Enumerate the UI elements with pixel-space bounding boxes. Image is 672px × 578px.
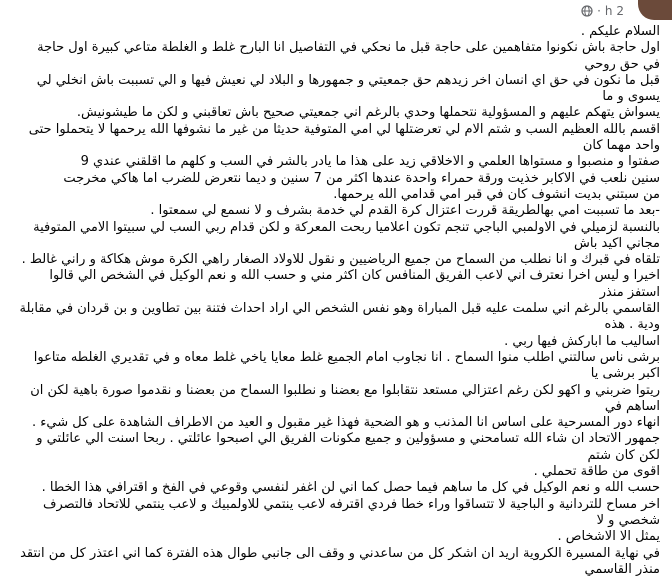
post-line: صفتوا و منصبوا و مستواها العلمي و الاخلاقي زيد على هذا ما يادر بالشر في السب و كلهم ما اقلقني عندي 9	[16, 154, 660, 170]
post-line: في نهاية المسيرة الكروية اريد ان اشكر كل من ساعدني و وقف الى جانبي طوال هذه الفترة كما اني اعتذر كل من انتقد منذر القاسمي	[16, 546, 660, 578]
post-line: اقسم بالله العظيم السب و شتم الام لي تعرضتلها لي امي المتوفية حديثا من غير ما نشوفها الله يرحمها لا يتحملوا حتى واحد مهما كان	[16, 122, 660, 155]
post-line: حسب الله و نعم الوكيل في كل ما ساهم فيما حصل كما اني لن اغفر لنفسي وقوعي في الفخ و اقترافي هذا الخطا .	[16, 480, 660, 496]
post-line: تلقاه في قبرك و انا نطلب من السماح من جميع الرياضيين و نقول للاولاد الصغار راهي الكرة موش هكاكة و راني غالط .	[16, 252, 660, 268]
post-line: بالنسبة لزميلي في الاولمبي الباجي تنجم تكون اعلاميا ربحت المعركة و لكن قدام ربي السب لي سبيتوا الامي المتوفية مجاني اكيد باش	[16, 220, 660, 253]
post-line: اخر مساح للتردانية و الباجية لا تتساقوا وراء خطا فردي اقترفه لاعب ينتمي للاولمبيك و لاعب ينتمي للاتحاد فالتصرف شخصي و لا	[16, 497, 660, 530]
post-body	[16, 24, 660, 578]
post-line: من سبتني بديت انشوف كان في قبر امي قدامي الله يرحمها.	[16, 187, 660, 203]
post-line: السلام عليكم .	[16, 24, 660, 40]
post-meta	[581, 3, 624, 19]
post-line: اقوى من طاقة تحملي .	[16, 464, 660, 480]
post-line: برشى ناس سالتني اطلب منوا السماح . انا نجاوب امام الجميع غلط معايا ياخي غلط معاه و في تقديري الغلطه متاعوا اكبر برشى يا	[16, 350, 660, 383]
post-line: يمثل الا الاشخاص .	[16, 529, 660, 545]
post-line: اخيرا و ليس اخرا نعترف اني لاعب الفريق المنافس كان اكثر مني و حسب الله و نعم الوكيل في الشخص الي قالوا استفز منذر	[16, 268, 660, 301]
post-line: يسواش يتهكم عليهم و المسؤولية نتحملها وحدي بالرغم اني جمعيتي صحيح باش تعاقبني و لكن ما طيشونيش.	[16, 105, 660, 121]
post-line: جمهور الاتحاد ان شاء الله تسامحني و مسؤولين و جميع مكونات الفريق الي اصبحوا عائلتي . ربحا اسنت الي عائلتي و لكن كان شتم	[16, 431, 660, 464]
globe-icon[interactable]	[581, 5, 593, 17]
post-line: اول حاجة باش نكونوا متفاهمين على حاجة قبل ما نحكي في التفاصيل انا البارح غلط و الغلطة متاعي كبيرة اول حاجة في حق روحي	[16, 40, 660, 73]
separator-dot: ·	[597, 4, 601, 18]
post-line: القاسمي بالرغم اني سلمت عليه قبل المباراة وهو نفس الشخص الي اراد احداث فتنة بين تطاوين و بن قردان في مقابلة ودية . هذه	[16, 301, 660, 334]
post-line: اساليب ما اباركش فيها ربي .	[16, 334, 660, 350]
post-line: سنين نلعب في الاكابر خذيت ورقة حمراء واحدة عندها اكثر من 7 سنين و ديما نتعرض للضرب اما هاكي مخرجت	[16, 171, 660, 187]
post-line: -بعد ما تسببت امي بهالطريقة قررت اعتزال كرة القدم لي خدمة بشرف و لا نسمع لي سمعتوا .	[16, 203, 660, 219]
avatar[interactable]	[638, 0, 672, 20]
post-header	[0, 0, 672, 22]
post-line: انهاء دور المسرحية على اساس انا المذنب و هو الضحية فهذا غير مقبول و العيد من الاطراف الشاهدة على كل شيء .	[16, 415, 660, 431]
post-time[interactable]: 2 h	[605, 4, 624, 18]
post-line: قبل ما نكون في حق اي انسان اخر زيدهم حق جمعيتي و جمهورها و البلاد لي نعيش فيها و الي تسببت باش انخلي لي يسوى و ما	[16, 73, 660, 106]
post-line: ريتوا ضربني و اكهو لكن رغم اعتزالي مستعد نتقابلوا مع بعضنا و نطلبوا السماح من بعضنا و نقدموا صورة باهية لكن ان اساهم في	[16, 383, 660, 416]
